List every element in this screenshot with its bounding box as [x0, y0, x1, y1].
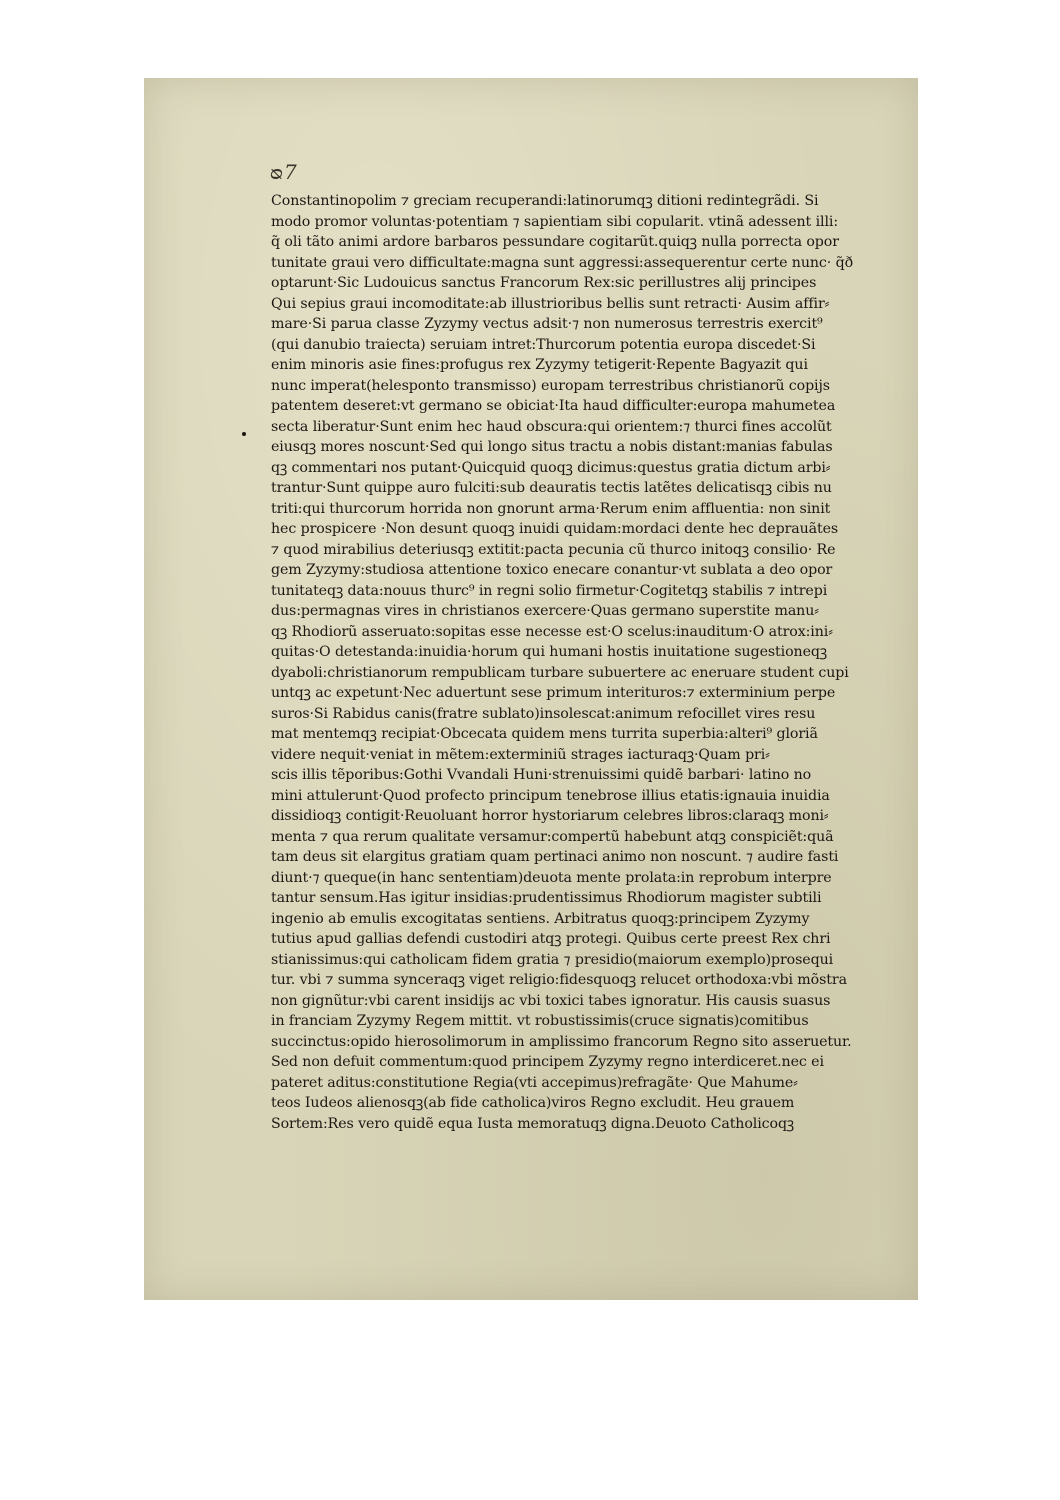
text-line: stianissimus:qui catholicam fidem gratia ⁊ presidio(maiorum exemplo)prosequi	[271, 951, 834, 968]
text-line: qꝫ Rhodiorũ asseruato:sopitas esse necesse est·O scelus:inauditum·O atrox:ini⸗	[271, 623, 833, 640]
text-line: nunc imperat(helesponto transmisso) europam terrestribus christianorũ copijs	[271, 377, 830, 394]
text-line: secta liberatur·Sunt enim hec haud obscura:qui orientem:⁊ thurci fines accolũt	[271, 418, 832, 435]
text-line: dus:permagnas vires in christianos exercere·Quas germano superstite manu⸗	[271, 603, 819, 619]
text-line: Sortem:Res vero quidẽ equa Iusta memoratuqꝫ digna.Deuoto Catholicoqꝫ	[271, 1115, 795, 1132]
text-line: dyaboli:christianorum rempublicam turbare subuertere ac eneruare student cupi	[271, 664, 849, 681]
text-line: non gignũtur:vbi carent insidijs ac vbi toxici tabes ignoratur. His causis suasus	[271, 992, 831, 1009]
text-line: videre nequit·veniat in mẽtem:exterminiũ strages iacturaqꝫ·Quam pri⸗	[271, 746, 770, 763]
text-line: triti:qui thurcorum horrida non gnorunt arma·Rerum enim affluentia: non sinit	[271, 500, 831, 517]
text-line: menta ⁊ qua rerum qualitate versamur:compertũ habebunt atqꝫ conspiciẽt:quã	[271, 828, 834, 845]
text-line: diunt·⁊ queque(in hanc sententiam)deuota mente prolata:in reprobum interpre	[271, 869, 832, 886]
printed-text-block	[271, 191, 881, 1134]
text-line: teos Iudeos alienosqꝫ(ab fide catholica)viros Regno excludit. Heu grauem	[271, 1095, 795, 1111]
text-line: (qui danubio traiecta) seruiam intret:Thurcorum potentia europa discedet·Si	[271, 336, 816, 353]
text-line: ingenio ab emulis excogitatas sentiens. Arbitratus quoqꝫ:principem Zyzymy	[271, 910, 810, 927]
text-line: mini attulerunt·Quod profecto principum tenebrose illius etatis:ignauia inuidia	[271, 787, 830, 804]
text-line: in franciam Zyzymy Regem mittit. vt robustissimis(cruce signatis)comitibus	[271, 1013, 809, 1029]
text-line: optarunt·Sic Ludouicus sanctus Francorum Rex:sic perillustres alij principes	[271, 275, 817, 291]
text-line: enim minoris asie fines:profugus rex Zyzymy tetigerit·Repente Bagyazit qui	[271, 357, 808, 373]
text-line: tutius apud gallias defendi custodiri atqꝫ protegi. Quibus certe preest Rex chri	[271, 931, 831, 947]
text-line: Qui sepius graui incomoditate:ab illustrioribus bellis sunt retracti· Ausim affir⸗	[271, 295, 830, 312]
text-line: dissidioqꝫ contigit·Reuoluant horror hystoriarum celebres libros:claraqꝫ moni⸗	[271, 808, 829, 824]
text-line: mare·Si parua classe Zyzymy vectus adsit·⁊ non numerosus terrestris exercit⁹	[271, 316, 823, 332]
text-line: succinctus:opido hierosolimorum in amplissimo francorum Regno sito asseruetur.	[271, 1033, 852, 1050]
text-line: patentem deseret:vt germano se obiciat·Ita haud difficulter:europa mahumetea	[271, 398, 836, 414]
text-line: Constantinopolim ⁊ greciam recuperandi:latinorumqꝫ ditioni redintegrãdi. Si	[271, 193, 819, 209]
text-line: tunitate graui vero difficultate:magna sunt aggressi:assequerentur certe nunc· q̃ð	[271, 254, 854, 271]
text-line: tunitateqꝫ data:nouus thurc⁹ in regni solio firmetur·Cogitetqꝫ stabilis ⁊ intrepi	[271, 582, 828, 599]
margin-dot	[242, 432, 246, 436]
text-line: hec prospicere ·Non desunt quoqꝫ inuidi quidam:mordaci dente hec deprauãtes	[271, 521, 839, 537]
text-line: tur. vbi ⁊ summa synceraqꝫ viget religio:fidesquoqꝫ relucet orthodoxa:vbi mõstra	[271, 972, 847, 988]
text-line: quitas·O detestanda:inuidia·horum qui humani hostis inuitatione sugestioneqꝫ	[271, 644, 828, 660]
text-line: Sed non defuit commentum:quod principem Zyzymy regno interdiceret.nec ei	[271, 1054, 824, 1070]
text-line: eiusqꝫ mores noscunt·Sed qui longo situs tractu a nobis distant:manias fabulas	[271, 439, 833, 455]
text-line: q̃ oli tãto animi ardore barbaros pessundare cogitarũt.quiqꝫ nulla porrecta opor	[271, 234, 839, 250]
text-line: modo promor voluntas·potentiam ⁊ sapientiam sibi copularit. vtinã adessent illi:	[271, 213, 838, 230]
text-line: gem Zyzymy:studiosa attentione toxico enecare conantur·vt sublata a deo opor	[271, 562, 833, 578]
text-line: mat mentemqꝫ recipiat·Obcecata quidem mens turrita superbia:alteri⁹ gloriã	[271, 726, 818, 742]
folio-number: ᴓ7	[270, 160, 298, 184]
text-line: trantur·Sunt quippe auro fulciti:sub deauratis tectis latẽtes delicatisqꝫ cibis nu	[271, 480, 832, 496]
text-line: qꝫ commentari nos putant·Quicquid quoqꝫ dicimus:questus gratia dictum arbi⸗	[271, 459, 831, 476]
text-line: scis illis tẽporibus:Gothi Vvandali Huni·strenuissimi quidẽ barbari· latino no	[271, 767, 812, 783]
text-line: suros·Si Rabidus canis(fratre sublato)insolescat:animum refocillet vires resu	[271, 705, 816, 722]
text-line: ⁊ quod mirabilius deteriusqꝫ extitit:pacta pecunia cũ thurco initoqꝫ consilio· Re	[271, 541, 836, 558]
text-line: pateret aditus:constitutione Regia(vti accepimus)refragãte· Que Mahume⸗	[271, 1074, 798, 1091]
text-line: tantur sensum.Has igitur insidias:prudentissimus Rhodiorum magister subtili	[271, 890, 822, 906]
text-line: untqꝫ ac expetunt·Nec aduertunt sese primum interituros:⁊ exterminium perpe	[271, 685, 836, 701]
text-line: tam deus sit elargitus gratiam quam pertinaci animo non noscunt. ⁊ audire fasti	[271, 849, 839, 865]
